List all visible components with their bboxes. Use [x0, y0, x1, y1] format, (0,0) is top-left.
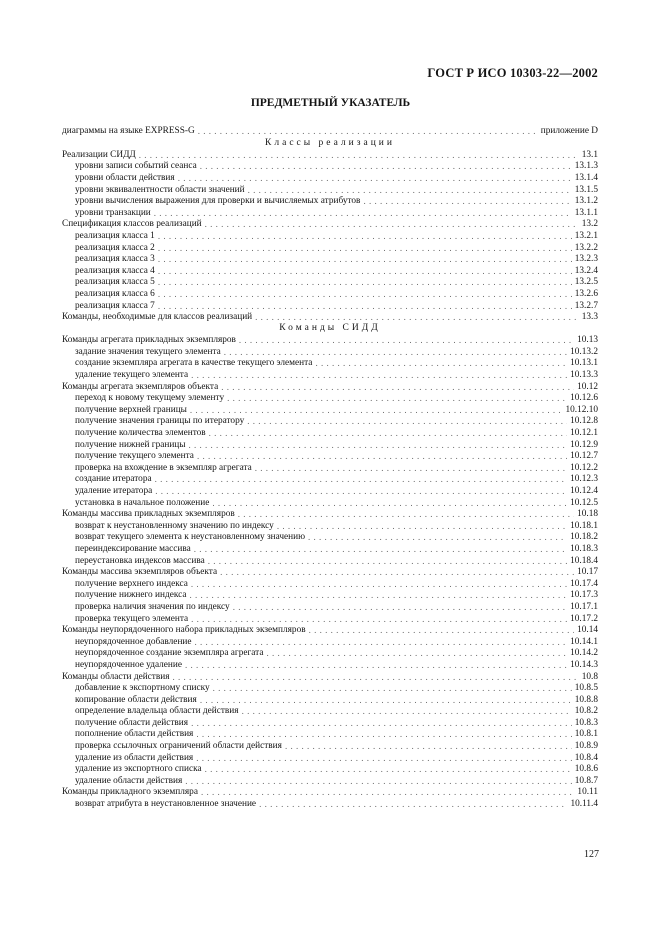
dot-leader [190, 405, 563, 416]
index-entry-reference: 10.12 [577, 381, 598, 392]
index-subentry [62, 277, 598, 289]
index-entry-label: создание итератора [75, 474, 152, 485]
index-entry-reference: 10.12.7 [570, 451, 598, 462]
index-subentry [62, 520, 598, 532]
dot-leader [227, 393, 567, 404]
index-entry-reference: 10.14.3 [570, 659, 598, 670]
index-entry [62, 787, 598, 799]
index-entry-label: проверка текущего элемента [75, 613, 189, 624]
dot-leader [158, 254, 572, 265]
index-entry-label: реализация класса 7 [75, 300, 155, 311]
index-entry-label: получение значения границы по итератору [75, 416, 245, 427]
dot-leader [194, 544, 567, 555]
index-entry-reference: 13.2.5 [574, 277, 598, 288]
index-entry-reference: 10.14.2 [570, 648, 598, 659]
dot-leader [158, 277, 572, 288]
index-entry [62, 219, 598, 231]
index-entry-reference: 13.3 [581, 312, 598, 323]
index-entry-label: возврат атрибута в неустановленное значение [75, 799, 257, 810]
index-entry-reference: 13.2 [581, 219, 598, 230]
index-subentry [62, 300, 598, 312]
index-entry-label: неупорядоченное удаление [75, 659, 183, 670]
index-entry-reference: 10.14.1 [570, 636, 598, 647]
index-entry-reference: 10.8.7 [574, 775, 598, 786]
index-subentry [62, 659, 598, 671]
dot-leader [158, 231, 572, 242]
index-entry-reference: 10.17.3 [570, 590, 598, 601]
index-subentry [62, 439, 598, 451]
dot-leader [208, 556, 567, 567]
index-entry-reference: 10.12.8 [570, 416, 598, 427]
dot-leader [242, 706, 572, 717]
dot-leader [233, 602, 567, 613]
dot-leader [197, 451, 567, 462]
dot-leader [239, 335, 574, 346]
index-entry-reference: 10.8.8 [574, 694, 598, 705]
index-entry-reference: 10.12.9 [570, 439, 598, 450]
index-entry-label: переустановка индексов массива [75, 555, 205, 566]
index-subentry [62, 358, 598, 370]
index-entry-reference: 10.12.2 [570, 462, 598, 473]
index-entry-reference: 10.12.1 [570, 428, 598, 439]
index-entry-reference: 10.8.6 [574, 764, 598, 775]
index-subentry [62, 683, 598, 695]
index-entry-reference: 13.1.4 [574, 172, 598, 183]
index-subentry [62, 254, 598, 266]
index-subentry [62, 729, 598, 741]
dot-leader [178, 173, 572, 184]
index-section-heading: Классы реализации [265, 137, 395, 148]
dot-leader [213, 683, 572, 694]
index-entry-reference: 10.12.5 [570, 497, 598, 508]
index-entry-label: проверка на вхождение в экземпляр агрегата [75, 462, 252, 473]
dot-leader [205, 219, 579, 230]
dot-leader [195, 637, 568, 648]
index-subentry [62, 613, 598, 625]
index-entry-label: Команды неупорядоченного набора прикладных экземпляров [62, 625, 306, 636]
index-subentry [62, 648, 598, 660]
index-entry-label: получение верхнего индекса [75, 578, 188, 589]
index-entry-label: Команды агрегата прикладных экземпляров [62, 335, 236, 346]
index-entry-reference: 10.12.3 [570, 474, 598, 485]
index-subentry [62, 532, 598, 544]
dot-leader [196, 729, 571, 740]
dot-leader [308, 532, 567, 543]
index-subentry [62, 578, 598, 590]
dot-leader [209, 428, 567, 439]
index-entry-label: удаление итератора [75, 486, 153, 496]
index-entry-reference: 10.8 [581, 671, 598, 682]
index-subentry [62, 427, 598, 439]
dot-leader [158, 301, 572, 312]
index-subentry [62, 416, 598, 428]
index-entry-label: неупорядоченное добавление [75, 636, 192, 647]
index-subentry [62, 393, 598, 405]
index-subentry [62, 752, 598, 764]
dot-leader [173, 672, 579, 683]
dot-leader [200, 161, 572, 172]
index-entry-label: Спецификация классов реализаций [62, 219, 202, 230]
index-entry-label: уровни области действия [75, 172, 175, 183]
dot-leader [191, 370, 567, 381]
dot-leader [212, 498, 567, 509]
index-subentry [62, 172, 598, 184]
page-title: ПРЕДМЕТНЫЙ УКАЗАТЕЛЬ [250, 97, 411, 109]
dot-leader [191, 614, 567, 625]
index-entry-reference: 10.12.6 [570, 393, 598, 404]
dot-leader [191, 718, 572, 729]
index-entry-reference: 13.2.2 [574, 242, 598, 253]
index-entry [62, 671, 598, 683]
index-entry-label: Команды прикладного экземпляра [62, 787, 198, 798]
index-entry-label: Команды области действия [62, 671, 170, 682]
index-entry-reference: 10.13 [577, 335, 598, 346]
index-entry-label: уровни эквивалентности области значений [75, 184, 245, 195]
index-entry-label: удаление из экспортного списка [75, 764, 202, 775]
dot-leader [158, 266, 572, 277]
index-subentry [62, 694, 598, 706]
index-entry-reference: 13.2.7 [574, 300, 598, 311]
index-entry-reference: 10.8.5 [574, 683, 598, 694]
index-subentry [62, 775, 598, 787]
index-subentry [62, 230, 598, 242]
index-entry-label: Реализации СИДД [62, 149, 136, 160]
index-entry-reference: 10.18.3 [570, 543, 598, 554]
dot-leader [255, 312, 579, 323]
index-entry-reference: 10.17.4 [570, 578, 598, 589]
dot-leader [155, 474, 568, 485]
index-entry-label: получение области действия [75, 717, 189, 728]
index-subentry [62, 497, 598, 509]
index-subentry [62, 462, 598, 474]
index-entry-reference: 10.17 [577, 567, 598, 578]
index-subentry [62, 369, 598, 381]
index-entry-label: задание значения текущего элемента [75, 346, 221, 357]
index-entry-label: уровни вычисления выражения для проверки и вычисляемых атрибутов [75, 196, 361, 207]
index-entry-reference: 13.1.1 [574, 207, 598, 218]
index-entry [62, 125, 598, 137]
index-entry-label: возврат текущего элемента к неустановленному значению [75, 532, 306, 543]
index-entry-reference: 10.11.4 [570, 799, 598, 810]
index-entry-label: реализация класса 6 [75, 288, 155, 299]
index-entry-reference: 10.18.2 [570, 532, 598, 543]
dot-leader [363, 196, 571, 207]
index-subentry [62, 196, 598, 208]
index-subentry [62, 798, 598, 810]
index-entry-reference: 10.8.2 [574, 706, 598, 717]
index-entry-label: создание экземпляра агрегата в качестве текущего элемента [75, 358, 313, 369]
dot-leader [238, 509, 574, 520]
dot-leader [224, 347, 567, 358]
index-entry [62, 625, 598, 637]
index-subentry [62, 764, 598, 776]
index-entry-reference: 10.14 [577, 625, 598, 636]
dot-leader [158, 243, 572, 254]
index-entry-reference: 10.11 [577, 787, 598, 798]
index-subentry [62, 590, 598, 602]
index-entry-reference: 10.13.3 [570, 370, 598, 381]
index-entry-label: получение количества элементов [75, 428, 206, 439]
index-entry-label: реализация класса 4 [75, 265, 155, 276]
dot-leader [221, 382, 574, 393]
index-entry-label: получение нижней границы [75, 439, 186, 450]
index-entry-label: получение верхней границы [75, 404, 187, 415]
index-entry-label: удаление области действия [75, 775, 183, 786]
index-entry-reference: 10.18.4 [570, 555, 598, 566]
index-entry-label: удаление из области действия [75, 752, 194, 763]
index-subentry [62, 404, 598, 416]
page-number: 127 [584, 849, 599, 860]
index-entry-label: реализация класса 1 [75, 230, 155, 241]
index-entry-label: реализация класса 5 [75, 277, 155, 288]
dot-leader [201, 787, 574, 798]
index-entry-label: получение нижнего индекса [75, 590, 187, 601]
index-entry-label: установка в начальное положение [75, 497, 210, 508]
dot-leader [285, 741, 572, 752]
dot-leader [185, 776, 572, 787]
index-entry-reference: 13.2.3 [574, 254, 598, 265]
index-entry [62, 567, 598, 579]
index-entry-reference: 10.8.3 [574, 717, 598, 728]
index-entry-label: удаление текущего элемента [75, 370, 189, 381]
index-entry-label: определение владельца области действия [75, 706, 239, 717]
index-entry-reference: 10.8.1 [574, 729, 598, 740]
index-entry-label: копирование области действия [75, 694, 197, 705]
dot-leader [196, 753, 572, 764]
dot-leader [266, 648, 567, 659]
index-entry-reference: 10.12.10 [565, 404, 598, 415]
index-entry-label: неупорядоченное создание экземпляра агрегата [75, 648, 264, 659]
index-entry-label: проверка ссылочных ограничений области действия [75, 741, 282, 752]
index-subentry [62, 717, 598, 729]
dot-leader [315, 358, 567, 369]
index-entry-label: переход к новому текущему элементу [75, 393, 225, 404]
index-subentry [62, 474, 598, 486]
index-entry [62, 149, 598, 161]
index-subentry [62, 161, 598, 173]
index-entry [62, 509, 598, 521]
index-entry-label: переиндексирование массива [75, 543, 191, 554]
index-entry-reference: 10.8.4 [574, 752, 598, 763]
index-entry-reference: приложение D [540, 125, 598, 136]
index-subentry [62, 485, 598, 497]
index-entry-label: Команды массива прикладных экземпляров [62, 509, 235, 520]
index-entry-reference: 13.1.3 [574, 161, 598, 172]
dot-leader [247, 416, 567, 427]
index-entry-reference: 13.1 [581, 149, 598, 160]
index-entry-label: уровни транзакции [75, 207, 151, 218]
index-entry-label: уровни записи событий сеанса [75, 161, 197, 172]
index-entry-reference: 10.8.9 [574, 741, 598, 752]
subject-index [62, 125, 598, 810]
index-entry-label: проверка наличия значения по индексу [75, 601, 230, 612]
dot-leader [189, 590, 567, 601]
index-entry-reference: 13.2.6 [574, 288, 598, 299]
index-entry [62, 381, 598, 393]
dot-leader [309, 625, 574, 636]
index-entry-label: добавление к экспортному списку [75, 683, 210, 694]
index-entry-reference: 13.2.4 [574, 265, 598, 276]
dot-leader [248, 185, 572, 196]
index-subentry [62, 242, 598, 254]
dot-leader [185, 660, 567, 671]
index-entry-reference: 10.17.2 [570, 613, 598, 624]
dot-leader [189, 440, 568, 451]
index-entry-label: реализация класса 3 [75, 254, 155, 265]
dot-leader [198, 126, 538, 137]
index-entry-label: Команды, необходимые для классов реализаций [62, 312, 253, 323]
dot-leader [191, 579, 567, 590]
dot-leader [139, 150, 579, 161]
index-entry-label: получение текущего элемента [75, 451, 194, 462]
dot-leader [154, 208, 572, 219]
index-entry [62, 335, 598, 347]
index-entry-reference: 13.1.2 [574, 196, 598, 207]
index-subentry [62, 451, 598, 463]
dot-leader [255, 463, 567, 474]
dot-leader [205, 764, 572, 775]
index-subentry [62, 636, 598, 648]
index-subentry [62, 288, 598, 300]
index-subentry [62, 555, 598, 567]
dot-leader [155, 486, 567, 497]
index-entry-reference: 10.12.4 [570, 486, 598, 496]
dot-leader [220, 567, 574, 578]
index-subentry [62, 184, 598, 196]
index-entry-reference: 10.13.2 [570, 346, 598, 357]
index-subentry [62, 706, 598, 718]
dot-leader [277, 521, 567, 532]
index-entry-label: возврат к неустановленному значению по индексу [75, 520, 274, 531]
index-subentry [62, 346, 598, 358]
index-entry-reference: 13.2.1 [574, 230, 598, 241]
dot-leader [158, 289, 572, 300]
index-entry-label: реализация класса 2 [75, 242, 155, 253]
index-entry-reference: 10.17.1 [570, 601, 598, 612]
index-subentry [62, 265, 598, 277]
index-entry-reference: 13.1.5 [574, 184, 598, 195]
index-entry-reference: 10.13.1 [570, 358, 598, 369]
index-subentry [62, 601, 598, 613]
dot-leader [259, 799, 567, 810]
index-subentry [62, 740, 598, 752]
index-entry-label: Команды агрегата экземпляров объекта [62, 381, 219, 392]
index-entry-label: диаграммы на языке EXPRESS-G [62, 125, 195, 136]
index-entry-reference: 10.18.1 [570, 520, 598, 531]
index-section-heading: Команды СИДД [279, 323, 381, 334]
index-entry [62, 312, 598, 324]
index-subentry [62, 207, 598, 219]
index-entry-label: Команды массива экземпляров объекта [62, 567, 218, 578]
index-subentry [62, 543, 598, 555]
index-entry-reference: 10.18 [577, 509, 598, 520]
index-entry-label: пополнение области действия [75, 729, 194, 740]
document-header: ГОСТ Р ИСО 10303-22—2002 [427, 66, 598, 80]
dot-leader [200, 695, 572, 706]
